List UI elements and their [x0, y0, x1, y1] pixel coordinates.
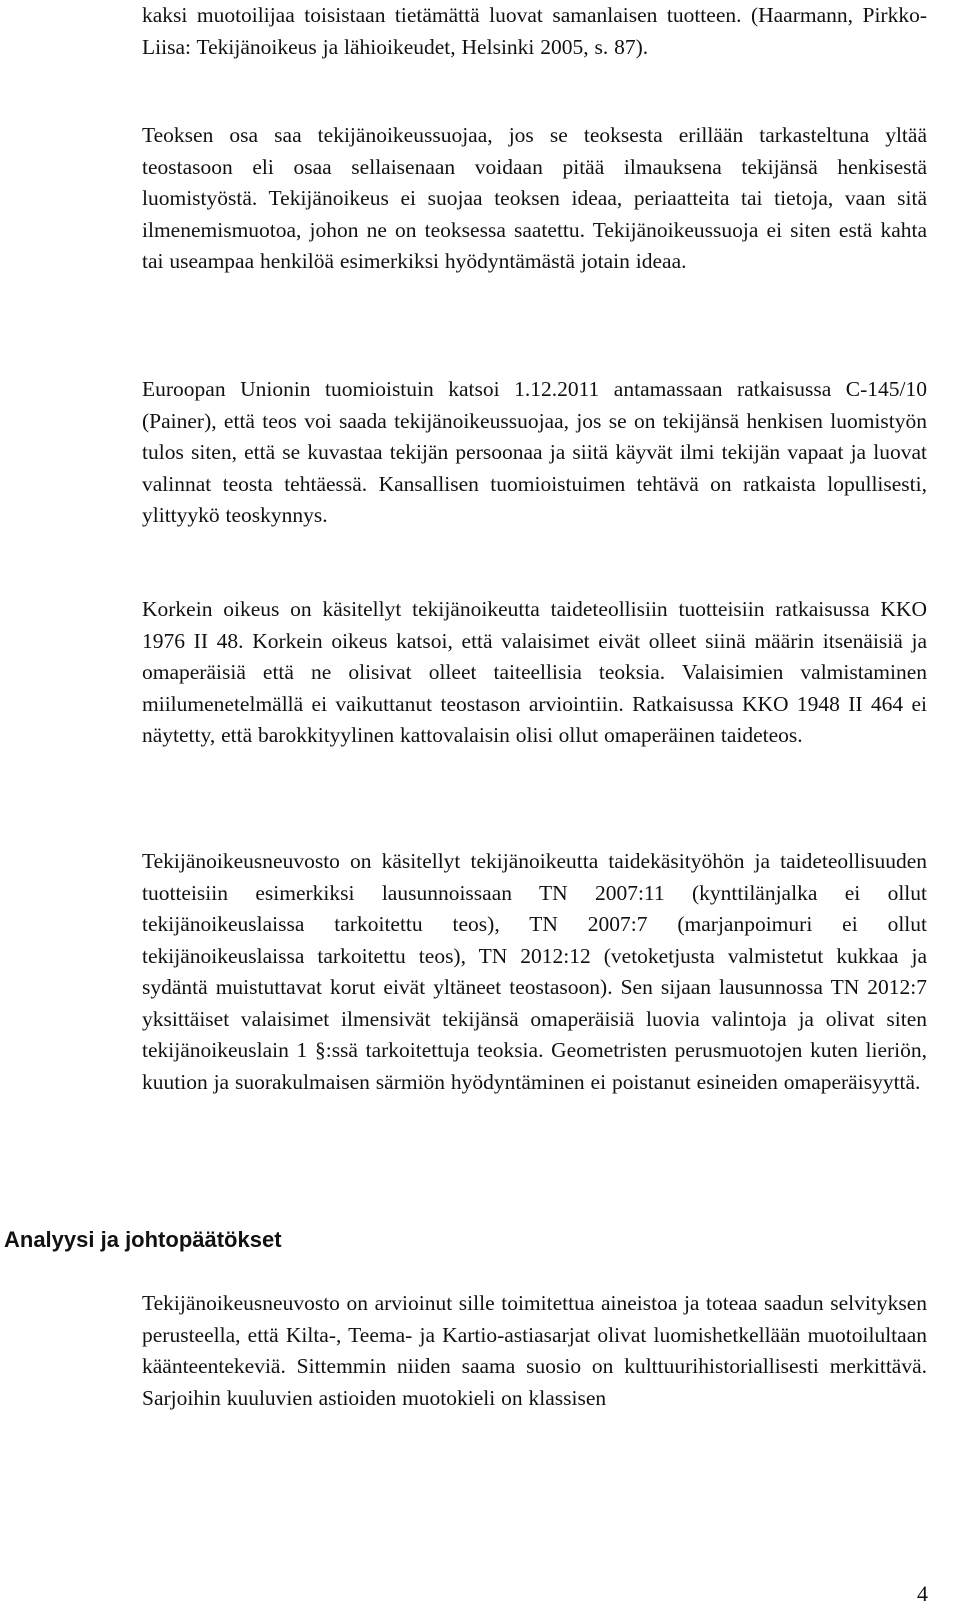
paragraph-supreme-court-ruling: Korkein oikeus on käsitellyt tekijänoikeutta taideteollisiin tuotteisiin ratkaisussa KKO 1976 II 48. Korkein oikeus katsoi, että valaisimet eivät olleet siinä määrin itsenäisiä ja omaperäisiä että ne olisivat olleet taiteellisia teoksia. Valaisimien valmistaminen miilumenetelmällä ei vaikuttanut teostason arviointiin. Ratkaisussa KKO 1948 II 464 ei näytetty, että barokkityylinen kattovalaisin olisi ollut omaperäinen taideteos. — [142, 597, 927, 747]
paragraph-continuation: kaksi muotoilijaa toisistaan tietämättä luovat samanlaisen tuotteen. (Haarmann, Pirkko-Liisa: Tekijänoikeus ja lähioikeudet, Helsinki 2005, s. 87). — [142, 3, 927, 59]
paragraph-analysis: Tekijänoikeusneuvosto on arvioinut sille toimitettua aineistoa ja toteaa saadun selvityksen perusteella, että Kilta-, Teema- ja Kartio-astiasarjat olivat luomishetkellään muotoilultaan käänteentekeviä. Sittemmin niiden saama suosio on kulttuurihistoriallisesti merkittävä. Sarjoihin kuuluvien astioiden muotokieli on klassisen — [142, 1291, 927, 1410]
section-heading: Analyysi ja johtopäätökset — [4, 1227, 282, 1252]
paragraph-eu-court-ruling: Euroopan Unionin tuomioistuin katsoi 1.12.2011 antamassaan ratkaisussa C-145/10 (Painer), että teos voi saada tekijänoikeussuojaa, jos se on tekijänsä henkisen luomistyön tulos siten, että se kuvastaa tekijän persoonaa ja siitä käyvät ilmi tekijän vapaat ja luovat valinnat teosta tehtäessä. Kansallisen tuomioistuimen tehtävä on ratkaista lopullisesti, ylittyykö teoskynnys. — [142, 377, 927, 527]
paragraph-copyright-council-statements: Tekijänoikeusneuvosto on käsitellyt tekijänoikeutta taidekäsityöhön ja taideteollisuuden tuotteisiin esimerkiksi lausunnoissaan TN 2007:11 (kynttilänjalka ei ollut tekijänoikeuslaissa tarkoitettu teos), TN 2007:7 (marjanpoimuri ei ollut tekijänoikeuslaissa tarkoitettu teos), TN 2012:12 (vetoketjusta valmistetut kukkaa ja sydäntä muistuttavat korut eivät yltäneet teostasoon). Sen sijaan lausunnossa TN 2012:7 yksittäiset valaisimet ilmensivät tekijänsä omaperäisiä luovia valintoja ja olivat siten tekijänoikeuslain 1 §:ssä tarkoitettuja teoksia. Geometristen perusmuotojen kuten lieriön, kuution ja suorakulmaisen särmiön hyödyntäminen ei poistanut esineiden omaperäisyyttä. — [142, 849, 927, 1094]
page-number: 4 — [917, 1581, 928, 1606]
paragraph-work-part-protection: Teoksen osa saa tekijänoikeussuojaa, jos se teoksesta erillään tarkasteltuna yltää teostasoon eli osaa sellaisenaan voidaan pitää ilmauksena tekijänsä henkisestä luomistyöstä. Tekijänoikeus ei suojaa teoksen ideaa, periaatteita tai tietoja, vaan sitä ilmenemismuotoa, johon ne on teoksessa saatettu. Tekijänoikeussuoja ei siten estä kahta tai useampaa henkilöä esimerkiksi hyödyntämästä jotain ideaa. — [142, 123, 927, 273]
